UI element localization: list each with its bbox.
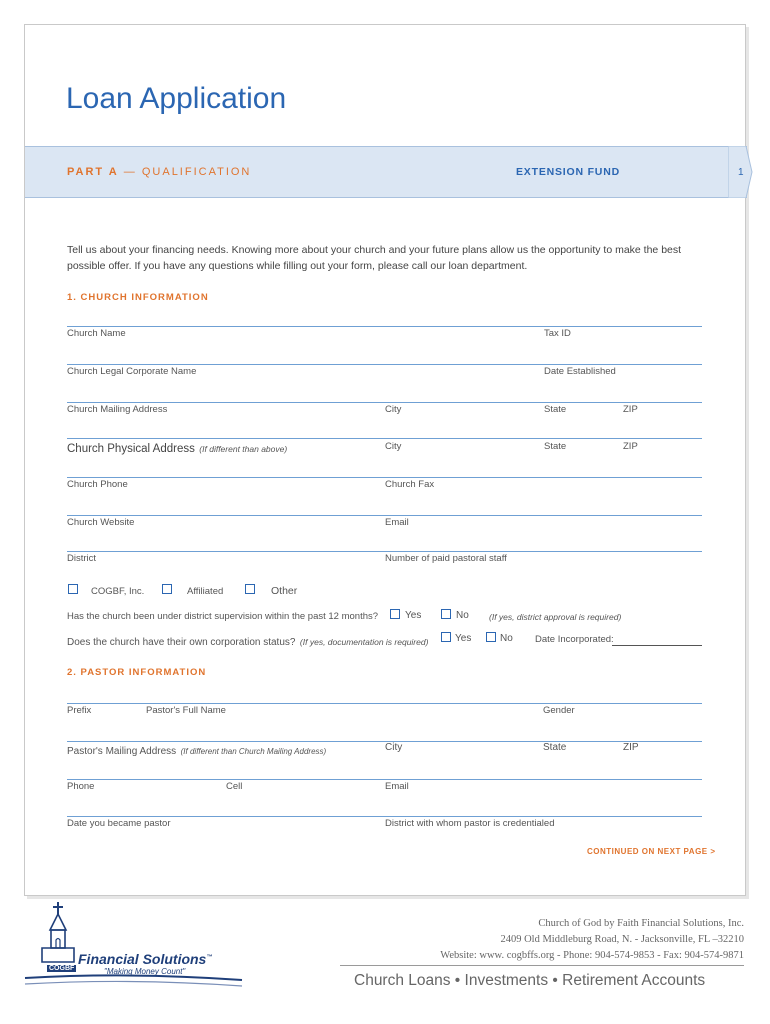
supervision-yes-label: Yes [405, 610, 422, 621]
intro-text: Tell us about your financing needs. Knowing more about your church and your future plans allow us the opportunity to make the best possible offer. If you have any questions while filling out your form, please call our loan department. [67, 244, 682, 272]
logo-badge: COGBF [49, 965, 75, 972]
paid-staff-label: Number of paid pastoral staff [385, 553, 507, 564]
corporation-no-checkbox[interactable] [486, 632, 496, 642]
mailing-zip-label: ZIP [623, 404, 638, 415]
pastor-mailing-note: (If different than Church Mailing Address) [180, 747, 327, 756]
footer-divider [340, 965, 744, 966]
pastor-email-label: Email [385, 781, 409, 792]
corporation-no-label: No [500, 633, 513, 644]
pastor-city-label: City [385, 742, 403, 753]
logo-slogan: "Making Money Count" [104, 967, 186, 976]
fund-label: EXTENSION FUND [516, 166, 620, 178]
supervision-no-checkbox[interactable] [441, 609, 451, 619]
footer-contact: Website: www. cogbffs.org - Phone: 904-574-9853 - Fax: 904-574-9871 [440, 950, 744, 961]
corporation-question: Does the church have their own corporation status? [67, 637, 296, 648]
pastor-full-name-label: Pastor's Full Name [146, 705, 226, 716]
pastor-phone-label: Phone [67, 781, 95, 792]
physical-zip-label: ZIP [623, 441, 638, 452]
date-established-label: Date Established [544, 366, 616, 377]
pastor-cell-label: Cell [226, 781, 243, 792]
church-name-label: Church Name [67, 328, 126, 339]
corporation-note: (If yes, documentation is required) [299, 637, 429, 647]
cogbf-label: COGBF, Inc. [91, 586, 145, 597]
affiliated-checkbox[interactable] [162, 584, 172, 594]
credentialed-district-label: District with whom pastor is credentialed [385, 818, 555, 829]
physical-state-label: State [544, 441, 567, 452]
district-field[interactable] [67, 551, 702, 552]
supervision-no-label: No [456, 610, 469, 621]
date-became-pastor-label: Date you became pastor [67, 818, 171, 829]
affiliated-label: Affiliated [187, 586, 224, 597]
pastor-section-heading: 2. PASTOR INFORMATION [67, 667, 207, 678]
date-incorporated-label: Date Incorporated: [535, 634, 614, 645]
part-label: PART A — QUALIFICATION [67, 166, 252, 178]
supervision-yes-checkbox[interactable] [390, 609, 400, 619]
mailing-address-label: Church Mailing Address [67, 404, 168, 415]
cogbf-checkbox[interactable] [68, 584, 78, 594]
footer-company: Church of God by Faith Financial Solutions, Inc. [538, 918, 744, 929]
other-checkbox[interactable] [245, 584, 255, 594]
church-website-label: Church Website [67, 517, 135, 528]
tax-id-label: Tax ID [544, 328, 571, 339]
pastor-date-field[interactable] [67, 816, 702, 817]
mailing-state-label: State [544, 404, 567, 415]
church-section-heading: 1. CHURCH INFORMATION [67, 292, 209, 303]
pastor-phone-field[interactable] [67, 779, 702, 780]
page-number: 1 [738, 167, 744, 178]
church-name-field[interactable] [67, 326, 702, 327]
church-fax-label: Church Fax [385, 479, 435, 490]
page-tab [728, 146, 770, 198]
date-incorporated-field[interactable] [612, 645, 702, 646]
physical-address-label: Church Physical Address [67, 443, 195, 455]
church-website-field[interactable] [67, 515, 702, 516]
continued-link[interactable]: CONTINUED ON NEXT PAGE > [587, 847, 716, 856]
prefix-label: Prefix [67, 705, 92, 716]
corporation-yes-checkbox[interactable] [441, 632, 451, 642]
legal-name-field[interactable] [67, 364, 702, 365]
legal-name-label: Church Legal Corporate Name [67, 366, 197, 377]
other-label: Other [271, 585, 298, 597]
footer-tagline: Church Loans • Investments • Retirement Accounts [354, 972, 706, 989]
church-logo-icon [20, 900, 250, 995]
mailing-address-field[interactable] [67, 402, 702, 403]
pastor-mailing-label-group [67, 741, 326, 759]
page-title: Loan Application [66, 82, 287, 115]
district-label: District [67, 553, 97, 564]
supervision-note: (If yes, district approval is required) [489, 612, 622, 622]
corporation-question-group [67, 632, 428, 650]
physical-address-note: (If different than above) [199, 444, 288, 454]
gender-label: Gender [543, 705, 575, 716]
logo-name: Financial Solutions™ [78, 951, 213, 967]
pastor-state-label: State [543, 742, 567, 753]
pastor-name-field[interactable] [67, 703, 702, 704]
pastor-mailing-label: Pastor's Mailing Address [67, 746, 177, 757]
church-phone-label: Church Phone [67, 479, 128, 490]
logo-trademark: ™ [206, 954, 213, 961]
church-phone-field[interactable] [67, 477, 702, 478]
church-email-label: Email [385, 517, 409, 528]
mailing-city-label: City [385, 404, 402, 415]
physical-address-label-group [67, 439, 287, 457]
physical-city-label: City [385, 441, 402, 452]
footer-address: 2409 Old Middleburg Road, N. - Jacksonville, FL –32210 [500, 934, 744, 945]
supervision-question: Has the church been under district supervision within the past 12 months? [67, 611, 379, 622]
corporation-yes-label: Yes [455, 633, 472, 644]
pastor-zip-label: ZIP [623, 742, 639, 753]
